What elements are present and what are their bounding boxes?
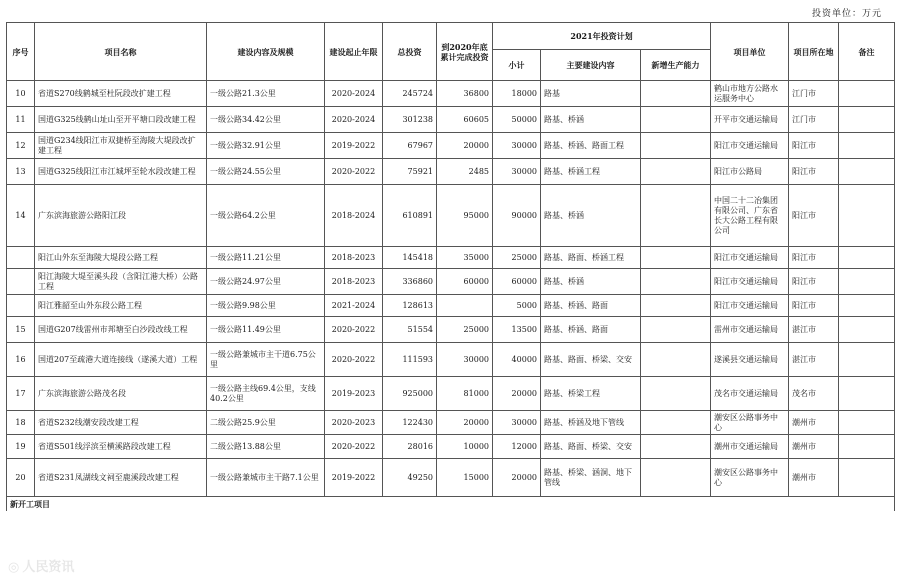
cell-total: 925000 bbox=[383, 377, 437, 411]
cell-name: 阳江海陵大堤至溪头段（含阳江港大桥）公路工程 bbox=[35, 269, 207, 295]
cell-total: 67967 bbox=[383, 133, 437, 159]
table-row bbox=[7, 159, 895, 185]
cell-unit: 阳江市交通运输局 bbox=[711, 269, 789, 295]
cell-seq: 18 bbox=[7, 411, 35, 435]
table-row bbox=[7, 343, 895, 377]
cell-remark bbox=[839, 81, 895, 107]
cell-name: 阳江山外东至海陵大堤段公路工程 bbox=[35, 247, 207, 269]
cell-seq: 17 bbox=[7, 377, 35, 411]
cell-subtotal: 20000 bbox=[493, 377, 541, 411]
cell-location: 阳江市 bbox=[789, 295, 839, 317]
cell-unit: 潮安区公路事务中心 bbox=[711, 459, 789, 497]
cell-cum2020: 30000 bbox=[437, 343, 493, 377]
cell-new-capacity bbox=[641, 159, 711, 185]
cell-location: 潮州市 bbox=[789, 459, 839, 497]
table-body bbox=[7, 81, 895, 512]
cell-location: 阳江市 bbox=[789, 133, 839, 159]
cell-new-capacity bbox=[641, 247, 711, 269]
cell-location: 阳江市 bbox=[789, 247, 839, 269]
cell-main-content: 路基、桥涵、路面 bbox=[541, 295, 641, 317]
cell-location: 湛江市 bbox=[789, 343, 839, 377]
header-unit: 项目单位 bbox=[711, 23, 789, 81]
cell-remark bbox=[839, 435, 895, 459]
header-period: 建设起止年限 bbox=[325, 23, 383, 81]
section-row bbox=[7, 497, 895, 512]
cell-new-capacity bbox=[641, 269, 711, 295]
cell-period: 2021-2024 bbox=[325, 295, 383, 317]
table-row bbox=[7, 411, 895, 435]
cell-content: 一级公路21.3公里 bbox=[207, 81, 325, 107]
cell-period: 2020-2024 bbox=[325, 81, 383, 107]
cell-period: 2019-2023 bbox=[325, 377, 383, 411]
cell-period: 2020-2024 bbox=[325, 107, 383, 133]
header-subtotal: 小计 bbox=[493, 50, 541, 81]
cell-main-content: 路基、桥涵工程 bbox=[541, 159, 641, 185]
investment-unit-label: 投资单位：万元 bbox=[811, 9, 882, 19]
table-row bbox=[7, 435, 895, 459]
cell-location: 江门市 bbox=[789, 107, 839, 133]
cell-total: 301238 bbox=[383, 107, 437, 133]
cell-period: 2019-2022 bbox=[325, 459, 383, 497]
table-row bbox=[7, 295, 895, 317]
cell-name: 广东滨海旅游公路茂名段 bbox=[35, 377, 207, 411]
cell-unit: 中国二十二冶集团有限公司、广东省长大公路工程有限公司 bbox=[711, 185, 789, 247]
cell-location: 阳江市 bbox=[789, 159, 839, 185]
cell-remark bbox=[839, 411, 895, 435]
cell-remark bbox=[839, 185, 895, 247]
cell-total: 49250 bbox=[383, 459, 437, 497]
cell-name: 省道S501线浮滨至横溪路段改建工程 bbox=[35, 435, 207, 459]
cell-unit: 雷州市交通运输局 bbox=[711, 317, 789, 343]
cell-content: 二级公路13.88公里 bbox=[207, 435, 325, 459]
cell-content: 一级公路64.2公里 bbox=[207, 185, 325, 247]
cell-content: 一级公路34.42公里 bbox=[207, 107, 325, 133]
cell-unit: 遂溪县交通运输局 bbox=[711, 343, 789, 377]
cell-total: 245724 bbox=[383, 81, 437, 107]
investment-plan-table bbox=[6, 22, 895, 511]
cell-main-content: 路基、桥涵 bbox=[541, 269, 641, 295]
cell-subtotal: 12000 bbox=[493, 435, 541, 459]
cell-main-content: 路基、路面、桥梁、交安 bbox=[541, 343, 641, 377]
cell-subtotal: 60000 bbox=[493, 269, 541, 295]
table-row bbox=[7, 459, 895, 497]
cell-total: 610891 bbox=[383, 185, 437, 247]
header-location: 项目所在地 bbox=[789, 23, 839, 81]
cell-remark bbox=[839, 459, 895, 497]
logo-icon: ◎ bbox=[8, 560, 20, 575]
cell-total: 122430 bbox=[383, 411, 437, 435]
header-total: 总投资 bbox=[383, 23, 437, 81]
cell-content: 二级公路25.9公里 bbox=[207, 411, 325, 435]
cell-subtotal: 30000 bbox=[493, 411, 541, 435]
cell-period: 2020-2022 bbox=[325, 159, 383, 185]
header-cum2020: 到2020年底累计完成投资 bbox=[437, 23, 493, 81]
header-remark: 备注 bbox=[839, 23, 895, 81]
header-content: 建设内容及规模 bbox=[207, 23, 325, 81]
cell-total: 336860 bbox=[383, 269, 437, 295]
table-row bbox=[7, 247, 895, 269]
cell-remark bbox=[839, 343, 895, 377]
cell-name: 省道S232线潮安段改建工程 bbox=[35, 411, 207, 435]
cell-total: 28016 bbox=[383, 435, 437, 459]
cell-seq: 10 bbox=[7, 81, 35, 107]
cell-unit: 开平市交通运输局 bbox=[711, 107, 789, 133]
cell-new-capacity bbox=[641, 343, 711, 377]
cell-cum2020: 15000 bbox=[437, 459, 493, 497]
cell-remark bbox=[839, 133, 895, 159]
cell-subtotal: 13500 bbox=[493, 317, 541, 343]
cell-name: 国道G207线雷州市邦塘至白沙段改线工程 bbox=[35, 317, 207, 343]
cell-cum2020 bbox=[437, 295, 493, 317]
cell-unit: 阳江市交通运输局 bbox=[711, 295, 789, 317]
cell-cum2020: 95000 bbox=[437, 185, 493, 247]
cell-name: 国道G325线鹤山址山至开平塘口段改建工程 bbox=[35, 107, 207, 133]
cell-seq bbox=[7, 269, 35, 295]
table-row bbox=[7, 377, 895, 411]
cell-cum2020: 60000 bbox=[437, 269, 493, 295]
cell-total: 145418 bbox=[383, 247, 437, 269]
cell-subtotal: 40000 bbox=[493, 343, 541, 377]
cell-main-content: 路基、桥涵、路面 bbox=[541, 317, 641, 343]
cell-new-capacity bbox=[641, 377, 711, 411]
cell-location: 江门市 bbox=[789, 81, 839, 107]
cell-seq: 19 bbox=[7, 435, 35, 459]
cell-main-content: 路基、桥涵及地下管线 bbox=[541, 411, 641, 435]
cell-content: 一级公路兼城市主干路7.1公里 bbox=[207, 459, 325, 497]
cell-cum2020: 2485 bbox=[437, 159, 493, 185]
cell-name: 省道S270线鹤城至杜阮段改扩建工程 bbox=[35, 81, 207, 107]
header-seq: 序号 bbox=[7, 23, 35, 81]
cell-unit: 潮安区公路事务中心 bbox=[711, 411, 789, 435]
cell-subtotal: 5000 bbox=[493, 295, 541, 317]
cell-new-capacity bbox=[641, 411, 711, 435]
cell-remark bbox=[839, 107, 895, 133]
cell-location: 阳江市 bbox=[789, 269, 839, 295]
cell-seq: 11 bbox=[7, 107, 35, 133]
cell-content: 一级公路32.91公里 bbox=[207, 133, 325, 159]
cell-new-capacity bbox=[641, 459, 711, 497]
section-new-projects: 新开工项目 bbox=[7, 497, 895, 512]
cell-period: 2020-2022 bbox=[325, 317, 383, 343]
cell-seq: 20 bbox=[7, 459, 35, 497]
cell-name: 阳江雅韶至山外东段公路工程 bbox=[35, 295, 207, 317]
cell-cum2020: 35000 bbox=[437, 247, 493, 269]
cell-unit: 阳江市公路局 bbox=[711, 159, 789, 185]
cell-main-content: 路基、桥梁、涵洞、地下管线 bbox=[541, 459, 641, 497]
cell-cum2020: 81000 bbox=[437, 377, 493, 411]
cell-unit: 阳江市交通运输局 bbox=[711, 247, 789, 269]
cell-period: 2018-2023 bbox=[325, 247, 383, 269]
cell-content: 一级公路9.98公里 bbox=[207, 295, 325, 317]
cell-seq bbox=[7, 247, 35, 269]
cell-remark bbox=[839, 269, 895, 295]
cell-new-capacity bbox=[641, 133, 711, 159]
cell-remark bbox=[839, 377, 895, 411]
cell-main-content: 路基 bbox=[541, 81, 641, 107]
cell-subtotal: 90000 bbox=[493, 185, 541, 247]
cell-cum2020: 60605 bbox=[437, 107, 493, 133]
cell-main-content: 路基、路面、桥梁、交安 bbox=[541, 435, 641, 459]
cell-unit: 阳江市交通运输局 bbox=[711, 133, 789, 159]
cell-remark bbox=[839, 159, 895, 185]
cell-seq: 13 bbox=[7, 159, 35, 185]
cell-name: 国道207至疏港大道连接线（遂溪大道）工程 bbox=[35, 343, 207, 377]
cell-name: 国道G234线阳江市双捷桥至海陵大堤段改扩建工程 bbox=[35, 133, 207, 159]
cell-location: 潮州市 bbox=[789, 435, 839, 459]
cell-cum2020: 25000 bbox=[437, 317, 493, 343]
table-row bbox=[7, 133, 895, 159]
table-row bbox=[7, 185, 895, 247]
cell-period: 2020-2022 bbox=[325, 343, 383, 377]
cell-location: 茂名市 bbox=[789, 377, 839, 411]
cell-subtotal: 30000 bbox=[493, 133, 541, 159]
cell-total: 128613 bbox=[383, 295, 437, 317]
cell-seq: 14 bbox=[7, 185, 35, 247]
cell-period: 2020-2022 bbox=[325, 435, 383, 459]
cell-remark bbox=[839, 247, 895, 269]
watermark-text: 人民资讯 bbox=[22, 560, 75, 575]
cell-total: 75921 bbox=[383, 159, 437, 185]
table-row bbox=[7, 81, 895, 107]
table-row bbox=[7, 317, 895, 343]
cell-remark bbox=[839, 295, 895, 317]
table-row bbox=[7, 107, 895, 133]
header-name: 项目名称 bbox=[35, 23, 207, 81]
cell-subtotal: 18000 bbox=[493, 81, 541, 107]
cell-location: 阳江市 bbox=[789, 185, 839, 247]
cell-seq: 16 bbox=[7, 343, 35, 377]
cell-unit: 茂名市交通运输局 bbox=[711, 377, 789, 411]
watermark bbox=[8, 556, 74, 575]
cell-total: 111593 bbox=[383, 343, 437, 377]
cell-main-content: 路基、桥涵 bbox=[541, 185, 641, 247]
cell-cum2020: 10000 bbox=[437, 435, 493, 459]
cell-content: 一级公路兼城市主干道6.75公里 bbox=[207, 343, 325, 377]
cell-period: 2019-2022 bbox=[325, 133, 383, 159]
cell-main-content: 路基、桥梁工程 bbox=[541, 377, 641, 411]
cell-name: 国道G325线阳江市江城坪至轮水段改建工程 bbox=[35, 159, 207, 185]
cell-content: 一级公路11.49公里 bbox=[207, 317, 325, 343]
header-plan2021: 2021年投资计划 bbox=[493, 23, 711, 50]
cell-name: 广东滨海旅游公路阳江段 bbox=[35, 185, 207, 247]
cell-new-capacity bbox=[641, 435, 711, 459]
header-main-content: 主要建设内容 bbox=[541, 50, 641, 81]
cell-new-capacity bbox=[641, 185, 711, 247]
cell-subtotal: 25000 bbox=[493, 247, 541, 269]
cell-seq: 12 bbox=[7, 133, 35, 159]
cell-location: 潮州市 bbox=[789, 411, 839, 435]
cell-subtotal: 50000 bbox=[493, 107, 541, 133]
cell-unit: 鹤山市地方公路水运服务中心 bbox=[711, 81, 789, 107]
cell-location: 湛江市 bbox=[789, 317, 839, 343]
cell-name: 省道S231凤湖线文祠至鹿溪段改建工程 bbox=[35, 459, 207, 497]
cell-total: 51554 bbox=[383, 317, 437, 343]
cell-period: 2020-2023 bbox=[325, 411, 383, 435]
cell-main-content: 路基、路面、桥涵工程 bbox=[541, 247, 641, 269]
cell-new-capacity bbox=[641, 317, 711, 343]
cell-unit: 潮州市交通运输局 bbox=[711, 435, 789, 459]
cell-content: 一级公路主线69.4公里，支线40.2公里 bbox=[207, 377, 325, 411]
cell-period: 2018-2023 bbox=[325, 269, 383, 295]
cell-seq: 15 bbox=[7, 317, 35, 343]
cell-content: 一级公路24.97公里 bbox=[207, 269, 325, 295]
cell-period: 2018-2024 bbox=[325, 185, 383, 247]
cell-content: 一级公路11.21公里 bbox=[207, 247, 325, 269]
cell-main-content: 路基、桥涵、路面工程 bbox=[541, 133, 641, 159]
cell-new-capacity bbox=[641, 107, 711, 133]
cell-main-content: 路基、桥涵 bbox=[541, 107, 641, 133]
header-new-capacity: 新增生产能力 bbox=[641, 50, 711, 81]
cell-cum2020: 36800 bbox=[437, 81, 493, 107]
cell-subtotal: 30000 bbox=[493, 159, 541, 185]
cell-subtotal: 20000 bbox=[493, 459, 541, 497]
cell-seq bbox=[7, 295, 35, 317]
cell-cum2020: 20000 bbox=[437, 411, 493, 435]
cell-cum2020: 20000 bbox=[437, 133, 493, 159]
table-row bbox=[7, 269, 895, 295]
cell-remark bbox=[839, 317, 895, 343]
cell-new-capacity bbox=[641, 81, 711, 107]
cell-content: 一级公路24.55公里 bbox=[207, 159, 325, 185]
cell-new-capacity bbox=[641, 295, 711, 317]
